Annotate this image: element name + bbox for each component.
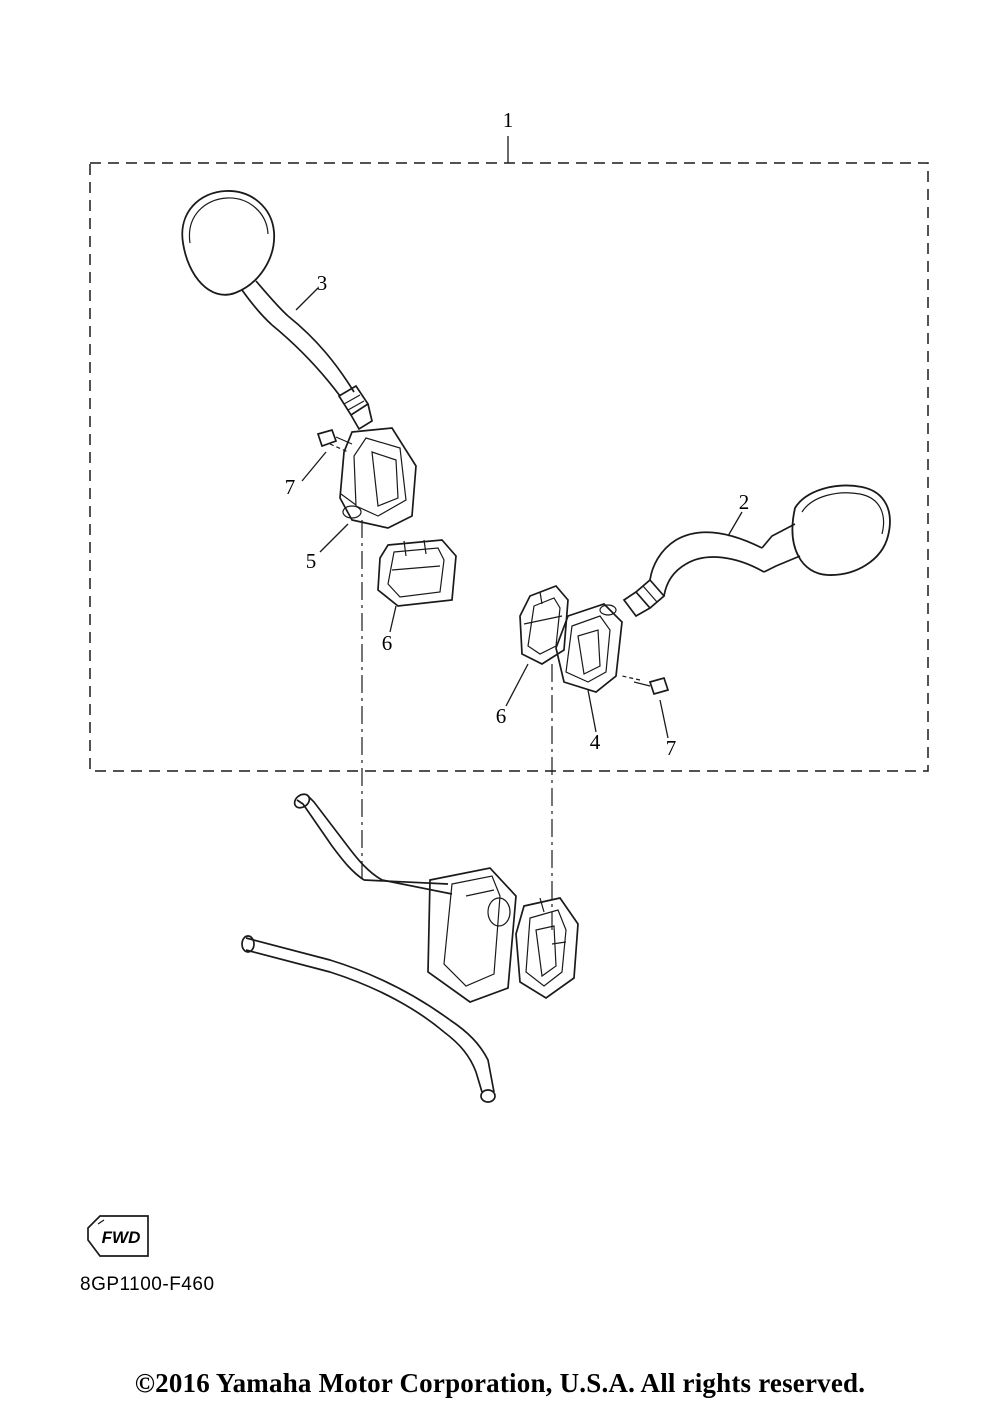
leader-7-right — [660, 700, 668, 738]
callout-3: 3 — [316, 271, 328, 295]
right-clamp-inner — [528, 598, 560, 654]
leader-7-left — [302, 452, 326, 481]
left-bolt-head — [318, 430, 336, 446]
leader-6-right — [506, 664, 528, 706]
left-mirror-head — [182, 191, 274, 295]
callout-7-left: 7 — [284, 475, 296, 499]
left-mirror-assembly — [182, 191, 372, 429]
right-mirror-stem-bottom — [664, 557, 764, 596]
leader-5 — [320, 524, 348, 552]
handlebar-left-upper-tube — [297, 800, 364, 880]
fwd-label: FWD — [101, 1228, 141, 1247]
left-clamp — [378, 540, 456, 606]
handlebar-bracket-rib-1 — [466, 890, 494, 896]
left-mirror-neck-2 — [256, 281, 288, 316]
right-clamp — [520, 586, 568, 664]
handlebar-right-bracket-face — [536, 926, 556, 976]
handlebar-center-bracket — [428, 868, 516, 1002]
handlebar-center-bracket-inner — [444, 876, 500, 986]
callout-7-right: 7 — [665, 736, 677, 760]
leader-4 — [588, 690, 596, 732]
handlebar-left-upper-tube-2 — [308, 796, 382, 880]
leader-6-left — [390, 606, 396, 632]
right-clamp-ridge — [524, 616, 562, 624]
right-bracket-hole — [600, 605, 616, 615]
right-bolt-shank — [634, 682, 650, 686]
handlebar-upper-cross — [364, 880, 448, 884]
right-bolt-head — [650, 678, 668, 694]
part-code: 8GP1100-F460 — [80, 1274, 215, 1295]
handlebar-drop-right — [450, 1020, 494, 1092]
callout-5: 5 — [305, 549, 317, 573]
right-mirror-assembly — [624, 486, 890, 616]
handlebar-lower-tube-bottom — [246, 950, 444, 1032]
right-bracket-face — [578, 630, 600, 674]
right-mirror-neck-top — [762, 524, 795, 548]
callout-6-right: 6 — [495, 704, 507, 728]
callout-6-left: 6 — [381, 631, 393, 655]
handlebar-left-end-cap — [292, 791, 312, 810]
right-bolt-axis — [622, 676, 640, 680]
left-bracket-hole — [343, 506, 361, 518]
handlebar-drop-left — [444, 1032, 482, 1092]
right-mirror-base-line-1 — [643, 586, 657, 602]
leader-2 — [728, 512, 742, 536]
fwd-badge-notch — [98, 1220, 104, 1224]
handlebar-assembly — [242, 791, 578, 1102]
left-bracket-face — [372, 452, 398, 506]
left-mirror-stem-left — [272, 325, 340, 396]
right-mirror-stem-top — [650, 532, 762, 580]
callout-4: 4 — [589, 730, 601, 754]
left-clamp-ridge — [392, 566, 440, 570]
leader-3 — [296, 288, 318, 310]
right-clamp-slot-1 — [540, 592, 542, 604]
left-bracket-assembly — [318, 428, 416, 528]
handlebar-drop-end-cap — [481, 1090, 495, 1102]
left-clamp-inner — [388, 548, 444, 597]
right-bracket-assembly — [556, 604, 668, 694]
left-mirror-stem-right — [288, 316, 354, 392]
copyright-notice: ©2016 Yamaha Motor Corporation, U.S.A. All rights reserved. — [134, 1368, 866, 1398]
handlebar-right-bracket-tab — [540, 898, 544, 912]
left-mirror-base-line-1 — [344, 395, 360, 404]
left-bracket-inner — [354, 438, 406, 516]
callout-2: 2 — [738, 490, 750, 514]
handlebar-right-bracket-rib — [552, 942, 566, 944]
right-mirror-head — [792, 486, 889, 576]
fwd-marker — [88, 1216, 148, 1256]
handlebar-right-bracket-inner — [526, 910, 566, 986]
left-bracket-body — [340, 428, 416, 528]
callout-1: 1 — [502, 108, 514, 132]
right-mirror-neck-bottom — [764, 556, 800, 572]
